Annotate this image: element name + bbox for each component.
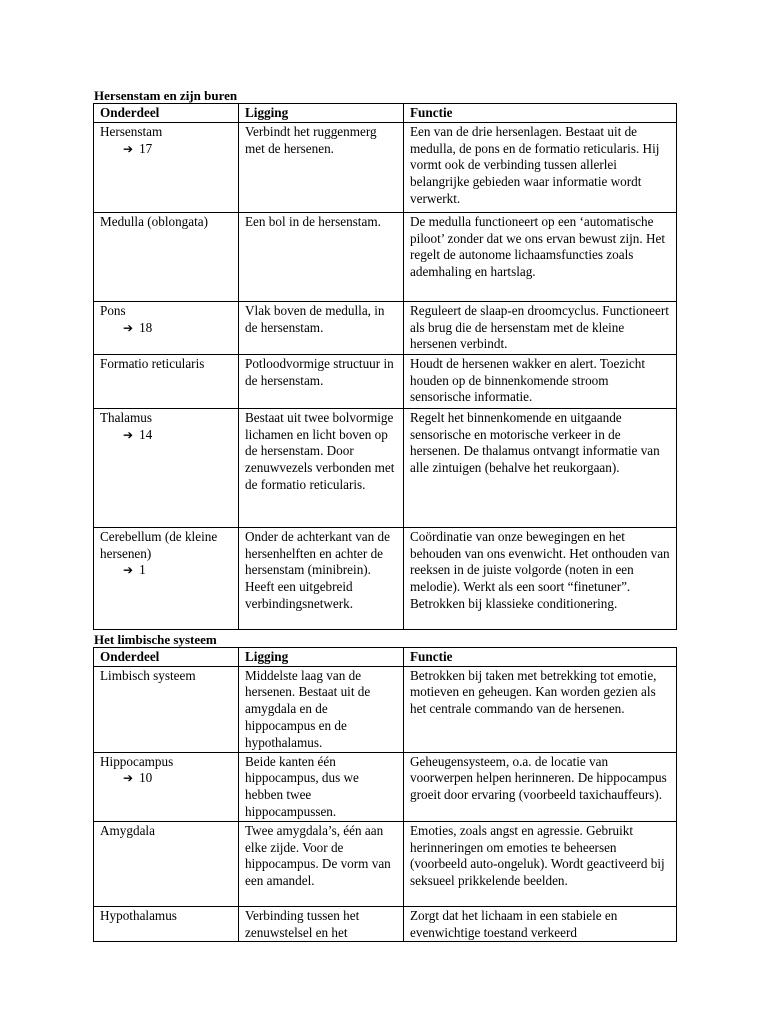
reference-line bbox=[100, 141, 232, 158]
table-row bbox=[94, 666, 677, 752]
cell-name: Amygdala bbox=[100, 822, 155, 838]
table-header-row bbox=[94, 647, 677, 666]
arrow-right-icon: ➔ bbox=[123, 141, 134, 156]
cell-ligging: Middelste laag van de hersenen. Bestaat uit de amygdala en de hippocampus en de hypothalamus. bbox=[239, 666, 404, 752]
cell-name: Pons bbox=[100, 302, 126, 318]
cell-name: Thalamus bbox=[100, 409, 153, 425]
cell-name: Formatio reticularis bbox=[100, 355, 205, 371]
reference-line bbox=[100, 320, 232, 337]
cell-onderdeel bbox=[94, 122, 239, 212]
cell-ligging: Potloodvormige structuur in de hersenstam. bbox=[239, 354, 404, 408]
cell-functie: De medulla functioneert op een ‘automatische piloot’ zonder dat we ons ervan bewust zijn. Het regelt de autonome lichaamsfuncties zoals ademhaling en hartslag. bbox=[404, 212, 677, 301]
cell-onderdeel bbox=[94, 301, 239, 354]
table-row bbox=[94, 212, 677, 301]
table-row bbox=[94, 301, 677, 354]
cell-onderdeel bbox=[94, 212, 239, 301]
cell-name: Cerebellum (de kleine hersenen) bbox=[100, 528, 218, 561]
cell-name: Medulla (oblongata) bbox=[100, 213, 209, 229]
header-ligging: Ligging bbox=[239, 104, 404, 123]
cell-onderdeel bbox=[94, 527, 239, 629]
header-onderdeel: Onderdeel bbox=[94, 104, 239, 123]
cell-functie: Coördinatie van onze bewegingen en het behouden van ons evenwicht. Het onthouden van reeksen in de juiste volgorde (noten in een melodie). Werkt als een soort “finetuner”. Betrokken bij klassieke conditionering. bbox=[404, 527, 677, 629]
reference-line bbox=[100, 562, 232, 579]
cell-functie: Emoties, zoals angst en agressie. Gebruikt herinneringen om emoties te beheersen (voorbeeld auto-ongeluk). Wordt geactiveerd bij seksueel prikkelende beelden. bbox=[404, 821, 677, 906]
cell-functie: Regelt het binnenkomende en uitgaande sensorische en motorische verkeer in de hersenen. De thalamus ontvangt informatie van alle zintuigen (behalve het reukorgaan). bbox=[404, 408, 677, 527]
header-functie: Functie bbox=[404, 104, 677, 123]
cell-functie: Geheugensysteem, o.a. de locatie van voorwerpen helpen herinneren. De hippocampus groeit door ervaring (voorbeeld taxichauffeurs). bbox=[404, 752, 677, 821]
reference-line bbox=[100, 427, 232, 444]
cell-functie: Zorgt dat het lichaam in een stabiele en evenwichtige toestand verkeerd bbox=[404, 906, 677, 942]
cell-onderdeel bbox=[94, 906, 239, 942]
table-row bbox=[94, 752, 677, 821]
arrow-right-icon: ➔ bbox=[123, 320, 134, 335]
cell-functie: Reguleert de slaap-en droomcyclus. Functioneert als brug die de hersenstam met de kleine hersenen verbindt. bbox=[404, 301, 677, 354]
cell-ligging: Verbinding tussen het zenuwstelsel en het bbox=[239, 906, 404, 942]
table-header-row bbox=[94, 104, 677, 123]
table-row bbox=[94, 821, 677, 906]
cell-ligging: Bestaat uit twee bolvormige lichamen en licht boven op de hersenstam. Door zenuwvezels verbonden met de formatio reticularis. bbox=[239, 408, 404, 527]
arrow-right-icon: ➔ bbox=[123, 771, 134, 786]
arrow-right-icon: ➔ bbox=[123, 563, 134, 578]
section-title-hersenstam: Hersenstam en zijn buren bbox=[94, 88, 238, 103]
cell-name: Hypothalamus bbox=[100, 907, 177, 923]
section-title-limbisch: Het limbische systeem bbox=[94, 631, 217, 647]
cell-ligging: Vlak boven de medulla, in de hersenstam. bbox=[239, 301, 404, 354]
reference-number: 18 bbox=[139, 319, 153, 335]
table-row bbox=[94, 906, 677, 942]
table-row bbox=[94, 527, 677, 629]
table-row bbox=[94, 408, 677, 527]
cell-functie: Houdt de hersenen wakker en alert. Toezicht houden op de binnenkomende stroom sensorische informatie. bbox=[404, 354, 677, 408]
cell-name: Hersenstam bbox=[100, 123, 163, 139]
cell-functie: Een van de drie hersenlagen. Bestaat uit de medulla, de pons en de formatio reticularis. Hij vormt ook de verbinding tussen allerlei belangrijke gebieden waar informatie wordt verwerkt. bbox=[404, 122, 677, 212]
cell-onderdeel bbox=[94, 821, 239, 906]
cell-name: Limbisch systeem bbox=[100, 667, 196, 683]
cell-ligging: Twee amygdala’s, één aan elke zijde. Voor de hippocampus. De vorm van een amandel. bbox=[239, 821, 404, 906]
reference-number: 10 bbox=[139, 770, 153, 786]
document-page bbox=[93, 86, 676, 942]
cell-ligging: Beide kanten één hippocampus, dus we hebben twee hippocampussen. bbox=[239, 752, 404, 821]
cell-name: Hippocampus bbox=[100, 753, 174, 769]
reference-line bbox=[100, 770, 232, 787]
header-onderdeel: Onderdeel bbox=[94, 647, 239, 666]
cell-onderdeel bbox=[94, 408, 239, 527]
cell-functie: Betrokken bij taken met betrekking tot emotie, motieven en geheugen. Kan worden gezien als het centrale commando van de hersenen. bbox=[404, 666, 677, 752]
reference-number: 14 bbox=[139, 426, 153, 442]
cell-ligging: Verbindt het ruggenmerg met de hersenen. bbox=[239, 122, 404, 212]
cell-onderdeel bbox=[94, 354, 239, 408]
table-row bbox=[94, 122, 677, 212]
cell-ligging: Onder de achterkant van de hersenhelften en achter de hersenstam (minibrein). Heeft een uitgebreid verbindingsnetwerk. bbox=[239, 527, 404, 629]
reference-number: 17 bbox=[139, 140, 153, 156]
arrow-right-icon: ➔ bbox=[123, 427, 134, 442]
table-row bbox=[94, 354, 677, 408]
table-limbisch bbox=[93, 647, 677, 943]
reference-number: 1 bbox=[139, 562, 146, 578]
cell-onderdeel bbox=[94, 752, 239, 821]
header-functie: Functie bbox=[404, 647, 677, 666]
table-hersenstam bbox=[93, 103, 677, 630]
cell-onderdeel bbox=[94, 666, 239, 752]
cell-ligging: Een bol in de hersenstam. bbox=[239, 212, 404, 301]
header-ligging: Ligging bbox=[239, 647, 404, 666]
